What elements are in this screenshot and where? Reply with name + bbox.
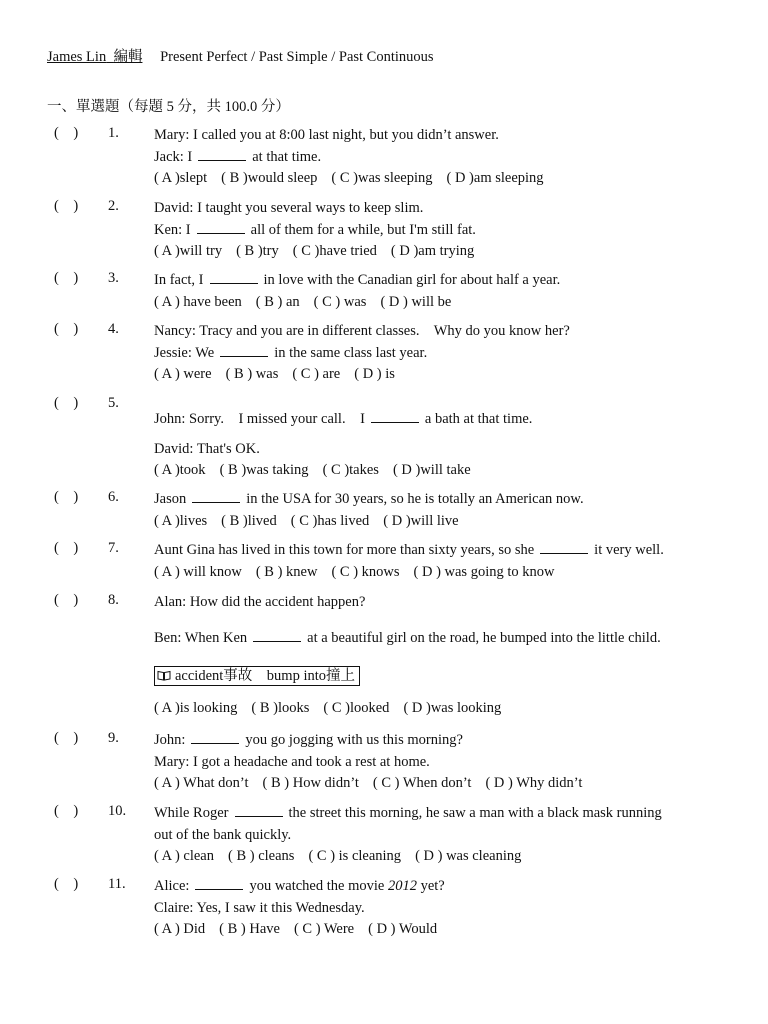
question-text: John: you go jogging with us this morning?: [154, 732, 463, 748]
option-d[interactable]: ( D )was looking: [403, 699, 502, 716]
option-d[interactable]: ( D ) is: [354, 366, 395, 382]
answer-blank: [195, 876, 243, 890]
question-text: David: That's OK.: [154, 440, 260, 457]
option-b[interactable]: ( B ) cleans: [228, 848, 295, 864]
option-d[interactable]: ( D )am trying: [390, 243, 475, 259]
question-text: Alice: you watched the movie 2012 yet?: [154, 878, 445, 894]
question-text: In fact, I in love with the Canadian girl for about half a year.: [154, 272, 561, 288]
question-number: 1.: [108, 125, 119, 141]
question-number: 3.: [108, 270, 119, 286]
question-text: John: Sorry. I missed your call. I a bath at that time.: [154, 411, 533, 427]
option-b[interactable]: ( B ) How didn’t: [262, 775, 359, 791]
option-a[interactable]: ( A ) What don’t: [154, 775, 249, 791]
question-number: 6.: [108, 489, 119, 505]
option-d[interactable]: ( D ) was cleaning: [415, 848, 522, 864]
answer-paren[interactable]: ( ): [54, 592, 79, 608]
answer-paren[interactable]: ( ): [54, 198, 79, 214]
option-a[interactable]: ( A ) were: [154, 366, 212, 382]
option-d[interactable]: ( D )am sleeping: [446, 170, 544, 186]
answer-blank: [220, 343, 268, 357]
option-c[interactable]: ( C )was sleeping: [331, 170, 433, 186]
option-d[interactable]: ( D ) Why didn’t: [485, 775, 583, 791]
question-text: Jack: I at that time.: [154, 148, 322, 165]
worksheet-subject: Present Perfect / Past Simple / Past Continuous: [160, 49, 434, 65]
option-a[interactable]: ( A ) Did: [154, 921, 206, 937]
option-a[interactable]: ( A ) have been: [154, 293, 242, 310]
question-text: Ben: When Ken at a beautiful girl on the road, he bumped into the little child.: [154, 629, 661, 646]
question-body: [154, 489, 714, 532]
option-d[interactable]: ( D )will live: [383, 512, 459, 529]
options: [154, 698, 714, 720]
option-c[interactable]: ( C ) When don’t: [372, 775, 472, 791]
answer-blank: [192, 489, 240, 503]
option-c[interactable]: ( C ) knows: [331, 563, 400, 580]
question-body: [154, 321, 714, 386]
question-text: Claire: Yes, I saw it this Wednesday.: [154, 899, 365, 916]
vocabulary-text: accident事故 bump into撞上: [175, 668, 356, 684]
book-icon: [157, 670, 171, 681]
answer-blank: [540, 540, 588, 554]
author-name: James Lin 編輯: [47, 49, 143, 65]
option-c[interactable]: ( C )takes: [322, 462, 379, 478]
answer-paren[interactable]: ( ): [54, 270, 79, 286]
options: [154, 241, 714, 263]
question-body: [154, 270, 714, 313]
answer-paren[interactable]: ( ): [54, 125, 79, 141]
question-body: [154, 876, 714, 941]
option-c[interactable]: ( C )have tried: [292, 243, 377, 259]
question-body: [154, 409, 714, 482]
answer-blank: [198, 147, 246, 161]
question-number: 5.: [108, 395, 119, 411]
answer-blank: [235, 803, 283, 817]
option-a[interactable]: ( A )slept: [154, 170, 208, 186]
question-number: 8.: [108, 592, 119, 608]
options: [154, 168, 714, 190]
option-c[interactable]: ( C )looked: [323, 699, 390, 716]
question-text: Jason in the USA for 30 years, so he is totally an American now.: [154, 491, 584, 507]
option-a[interactable]: ( A )lives: [154, 512, 208, 529]
option-c[interactable]: ( C )has lived: [290, 512, 370, 529]
options: [154, 846, 714, 868]
options: [154, 919, 714, 941]
options: [154, 364, 714, 386]
question-body: [154, 730, 714, 795]
answer-blank: [371, 409, 419, 423]
option-b[interactable]: ( B ) Have: [219, 921, 280, 937]
option-a[interactable]: ( A ) will know: [154, 563, 242, 580]
options: [154, 292, 714, 314]
question-body: [154, 803, 714, 868]
option-b[interactable]: ( B )lived: [221, 512, 277, 529]
option-c[interactable]: ( C ) was: [313, 293, 367, 310]
question-text: Ken: I all of them for a while, but I'm still fat.: [154, 221, 476, 238]
question-text: David: I taught you several ways to keep slim.: [154, 200, 424, 216]
option-c[interactable]: ( C ) is cleaning: [308, 848, 402, 864]
vocabulary-box: [154, 666, 360, 686]
option-c[interactable]: ( C ) are: [292, 366, 341, 382]
answer-blank: [197, 220, 245, 234]
options: [154, 773, 714, 795]
option-d[interactable]: ( D )will take: [392, 462, 471, 478]
movie-title: 2012: [387, 878, 417, 894]
option-a[interactable]: ( A )took: [154, 462, 206, 478]
question-body: [154, 540, 714, 583]
question-number: 2.: [108, 198, 119, 214]
question-number: 9.: [108, 730, 119, 746]
answer-paren[interactable]: ( ): [54, 540, 79, 556]
answer-blank: [210, 270, 258, 284]
question-text: out of the bank quickly.: [154, 826, 292, 843]
question-text: Aunt Gina has lived in this town for more than sixty years, so she it very well.: [154, 542, 664, 558]
option-b[interactable]: ( B )was taking: [219, 462, 309, 478]
question-body: [154, 592, 714, 719]
option-d[interactable]: ( D ) Would: [368, 921, 438, 937]
answer-paren[interactable]: ( ): [54, 730, 79, 746]
vocab-row: [154, 666, 714, 688]
option-a[interactable]: ( A )will try: [154, 243, 223, 259]
option-b[interactable]: ( B )try: [236, 243, 279, 259]
option-b[interactable]: ( B )looks: [251, 699, 310, 716]
answer-blank: [253, 628, 301, 642]
section-title: 一、單選題（每題 5 分，共 100.0 分）: [47, 99, 290, 115]
question-text: Alan: How did the accident happen?: [154, 594, 366, 610]
question-text: Nancy: Tracy and you are in different classes. Why do you know her?: [154, 323, 570, 339]
option-b[interactable]: ( B ) an: [255, 293, 300, 310]
question-number: 10.: [108, 803, 127, 819]
answer-paren[interactable]: ( ): [54, 395, 79, 411]
question-body: [154, 198, 714, 263]
option-d[interactable]: ( D ) was going to know: [413, 563, 555, 580]
option-b[interactable]: ( B ) knew: [255, 563, 318, 580]
answer-paren[interactable]: ( ): [54, 876, 79, 892]
question-number: 7.: [108, 540, 119, 556]
question-number: 11.: [108, 876, 126, 892]
option-b[interactable]: ( B ) was: [225, 366, 279, 382]
question-text: Jessie: We in the same class last year.: [154, 344, 428, 361]
option-c[interactable]: ( C ) Were: [293, 921, 355, 937]
answer-paren[interactable]: ( ): [54, 321, 79, 337]
question-number: 4.: [108, 321, 119, 337]
option-a[interactable]: ( A )is looking: [154, 699, 238, 716]
answer-paren[interactable]: ( ): [54, 489, 79, 505]
document-header: [47, 45, 434, 66]
question-text: Mary: I called you at 8:00 last night, but you didn’t answer.: [154, 127, 499, 143]
answer-blank: [191, 730, 239, 744]
options: [154, 460, 714, 482]
option-a[interactable]: ( A ) clean: [154, 848, 214, 864]
option-b[interactable]: ( B )would sleep: [221, 170, 318, 186]
question-text: Mary: I got a headache and took a rest at home.: [154, 753, 430, 770]
answer-paren[interactable]: ( ): [54, 803, 79, 819]
question-text: While Roger the street this morning, he saw a man with a black mask running: [154, 805, 662, 821]
question-body: [154, 125, 714, 190]
options: [154, 562, 714, 584]
options: [154, 511, 714, 533]
option-d[interactable]: ( D ) will be: [380, 293, 452, 310]
